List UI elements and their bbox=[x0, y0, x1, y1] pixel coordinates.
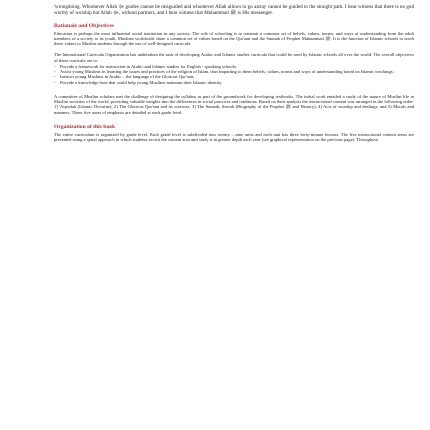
rationale-paragraph-3: A committee of Muslim scholars met the challenge of designing the syllabus as part of the groundwork for developing textbooks. The initial work entailed a study of the nature of Muslim life in Muslim societies of the world, providing valuable insights into the differences in social practices and traditions. Based on their analysis the instructional content was arranged in the following order: 1) 'Aqeedah (Islamic Doctrine), 2) The Glorious Qur'aan and its sciences, 3) The Sunnah, Seerah (Biography of the Prophet ﷺ and History), 4) Acts of worship and dealings, and 5) Morals and manners. These five areas of emphasis are detailed at each grade level. bbox=[54, 93, 414, 115]
organization-paragraph: The entire curriculum is organized by grade level. Each grade level is subdivided into twenty – nine units and each unit has three forty-minute lessons. The five instructional content areas are presented using a spiral approach in which students revisit the content area and study it in greater depth each year (see graphical representation on the previous page). Throughout bbox=[54, 131, 414, 143]
objective-item: - Assist young Muslims in learning the issues and practices of the religion of Islam, thus imparting to them beliefs, values, norms and ways of understanding based on Islamic teachings; bbox=[54, 69, 394, 75]
objective-item: - Instruct young Muslims in Arabic – the language of the Glorious Qur'aan; bbox=[54, 74, 195, 80]
objective-item: - Provide a framework for instruction in Arabic and Islamic studies for English - speaking schools; bbox=[54, 63, 237, 69]
bullet-dash: - bbox=[54, 74, 56, 80]
intro-paragraph: 'wrongdoing. Whomever Allah ﷻ guides cannot be misguided and whomever Allah allows to go astray cannot be guided to the straight path. I bear witness that there is no god worthy of worship but Allah ﷻ, without partners, and I bear witness that Muhammad ﷺ is His messenger. bbox=[54, 4, 415, 17]
rationale-heading: Rationale and Objectives bbox=[54, 22, 114, 29]
organization-section bbox=[54, 124, 414, 143]
rationale-section bbox=[54, 23, 414, 115]
rationale-paragraph-1: Education is perhaps the most influential social institution in any society. The role of schooling is to transmit a common set of beliefs, values, norms, and ways of understanding from the adult members of a society to its youth. Muslims worldwide share a common set of values based on the Qur'aan and the Sunnah of Prophet Muhammad ﷺ. It is the function of Islamic schools to teach these values to Muslim students through the use of well-designed curricula. bbox=[54, 30, 414, 47]
objectives-list bbox=[54, 64, 414, 85]
objective-item: - Provide a knowledge base that could help young Muslims maintain their Islamic identity. bbox=[54, 79, 223, 85]
rationale-paragraph-2: The International Curricula Organization has undertaken the task of developing Arabic and Islamic studies curricula that could be used by Islamic schools all over the world. The overall objectives of these curricula are to: bbox=[54, 52, 414, 63]
organization-heading: Organization of this book bbox=[54, 123, 116, 130]
bullet-dash: - bbox=[54, 63, 56, 69]
bullet-dash: - bbox=[54, 69, 56, 75]
bullet-dash: - bbox=[54, 79, 56, 85]
